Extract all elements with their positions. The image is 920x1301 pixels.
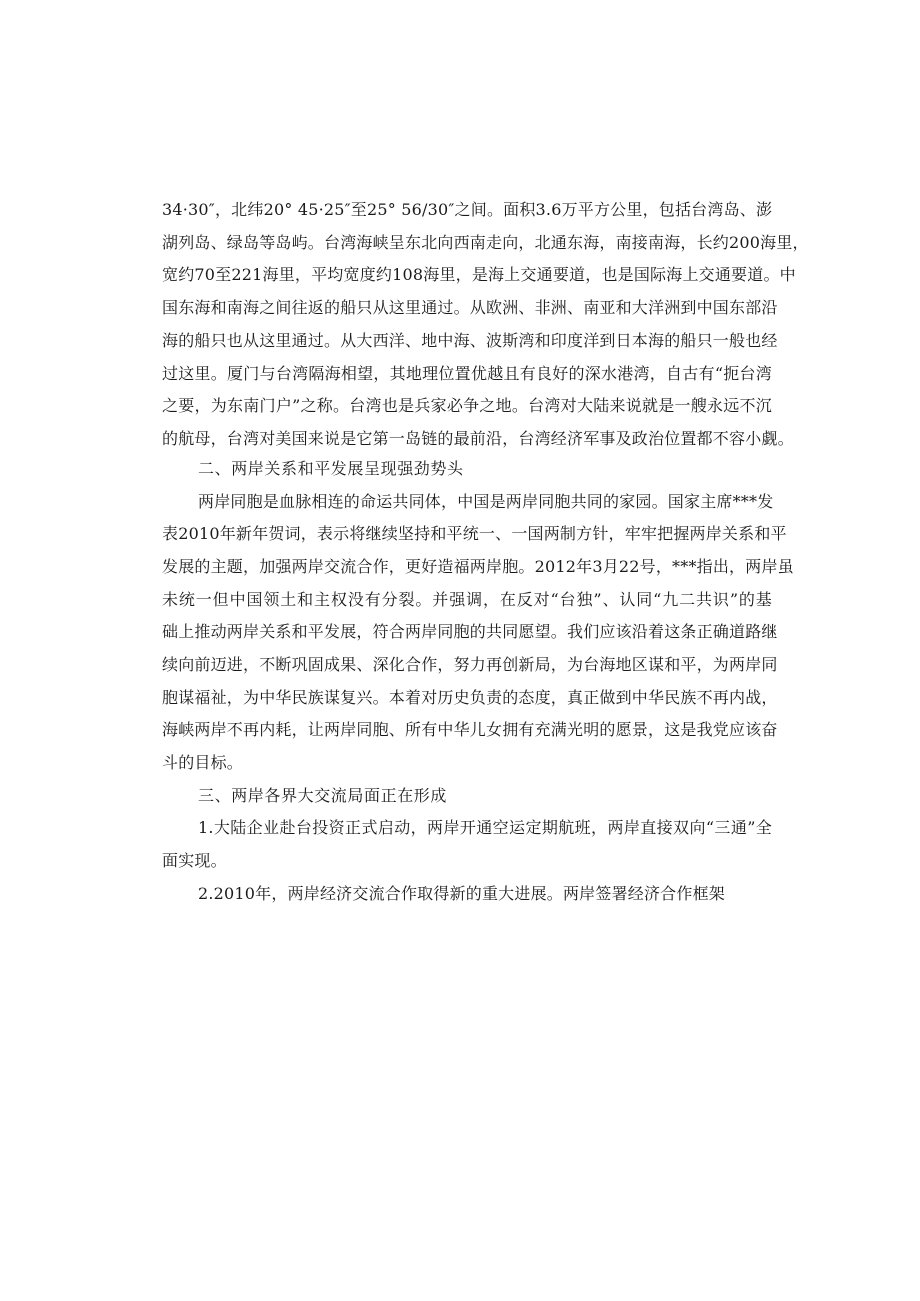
text-line: 础上推动两岸关系和平发展，符合两岸同胞的共同愿望。我们应该沿着这条正确道路继 bbox=[162, 622, 778, 641]
text-line: 表2010年新年贺词，表示将继续坚持和平统一、一国两制方针，牢牢把握两岸关系和平 bbox=[162, 524, 787, 543]
text-line: 国东海和南海之间往返的船只从这里通过。从欧洲、非洲、南亚和大洋洲到中国东部沿 bbox=[162, 298, 778, 317]
text-line: 之要，为东南门户”之称。台湾也是兵家必争之地。台湾对大陆来说就是一艘永远不沉 bbox=[162, 396, 772, 415]
text-line: 未统一但中国领土和主权没有分裂。并强调，在反对“台独”、认同“九二共识”的基 bbox=[162, 590, 772, 609]
section-heading: 三、两岸各界大交流局面正在形成 bbox=[198, 786, 448, 805]
text-line: 湖列岛、绿岛等岛屿。台湾海峡呈东北向西南走向，北通东海，南接南海，长约200海里， bbox=[162, 233, 809, 252]
text-line: 1.大陆企业赴台投资正式启动，两岸开通空运定期航班，两岸直接双向“三通”全 bbox=[198, 818, 772, 837]
text-line: 宽约70至221海里，平均宽度约108海里，是海上交通要道，也是国际海上交通要道。中 bbox=[162, 265, 796, 284]
text-line: 海峡两岸不再内耗，让两岸同胞、所有中华儿女拥有充满光明的愿景，这是我党应该奋 bbox=[162, 720, 778, 739]
text-line: 过这里。厦门与台湾隔海相望，其地理位置优越且有良好的深水港湾，自古有“扼台湾 bbox=[162, 364, 772, 383]
text-line: 续向前迈进，不断巩固成果、深化合作，努力再创新局，为台海地区谋和平，为两岸同 bbox=[162, 655, 778, 674]
text-line: 海的船只也从这里通过。从大西洋、地中海、波斯湾和印度洋到日本海的船只一般也经 bbox=[162, 331, 778, 350]
section-heading: 二、两岸关系和平发展呈现强劲势头 bbox=[198, 459, 464, 478]
text-line: 2.2010年，两岸经济交流合作取得新的重大进展。两岸签署经济合作框架 bbox=[198, 884, 725, 903]
text-line: 的航母，台湾对美国来说是它第一岛链的最前沿，台湾经济军事及政治位置都不容小觑。 bbox=[162, 429, 794, 448]
text-line: 两岸同胞是血脉相连的命运共同体，中国是两岸同胞共同的家园。国家主席***发 bbox=[198, 492, 774, 511]
text-line: 面实现。 bbox=[162, 851, 227, 870]
text-line: 34·30″，北纬20° 45·25″至25° 56/30″之间。面积3.6万平方公里，包括台湾岛、澎 bbox=[162, 200, 773, 219]
text-line: 斗的目标。 bbox=[162, 753, 244, 772]
text-line: 胞谋福祉，为中华民族谋复兴。本着对历史负责的态度，真正做到中华民族不再内战， bbox=[162, 688, 778, 707]
text-line: 发展的主题，加强两岸交流合作，更好造福两岸胞。2012年3月22号，***指出，两岸虽 bbox=[162, 557, 794, 576]
